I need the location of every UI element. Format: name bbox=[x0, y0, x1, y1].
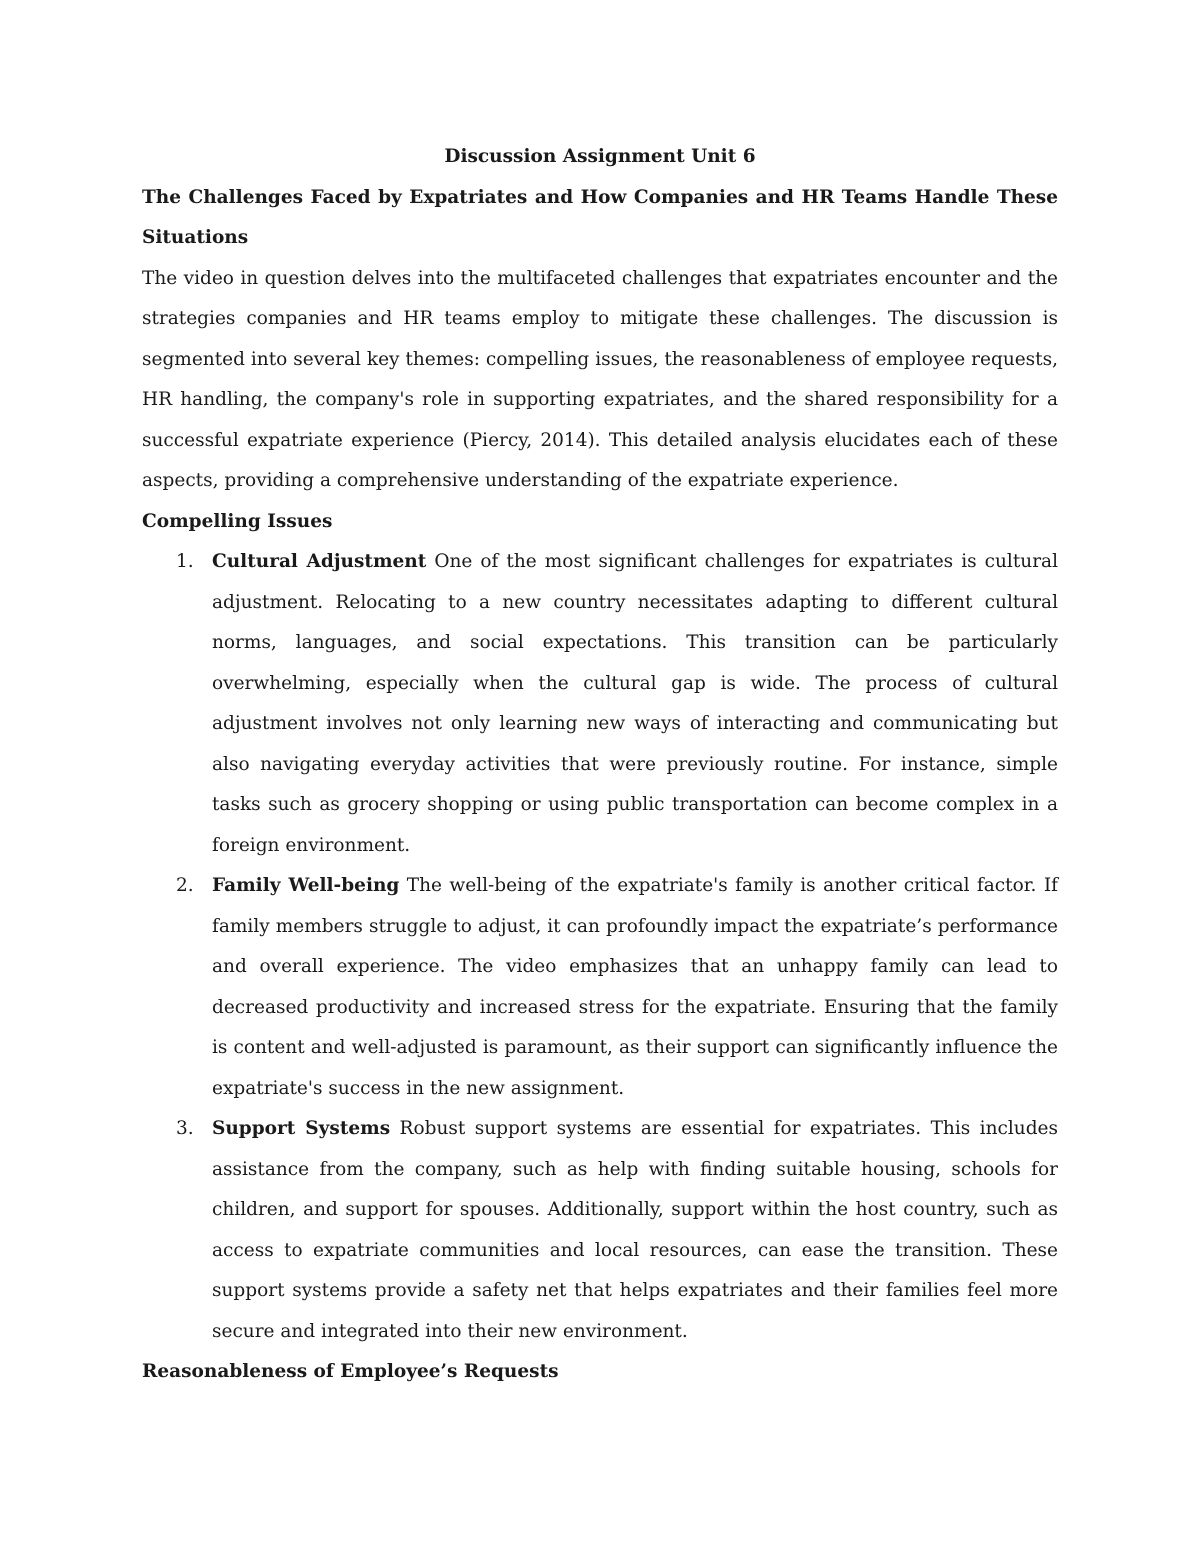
document-body bbox=[142, 137, 1058, 1393]
list-item-title: Cultural Adjustment bbox=[212, 551, 427, 572]
list-item-number: 1. bbox=[176, 551, 194, 572]
list-item-title: Family Well-being bbox=[212, 875, 400, 896]
list-item-title: Support Systems bbox=[212, 1118, 391, 1139]
list-item-number: 2. bbox=[176, 875, 194, 896]
compelling-issues-list bbox=[142, 542, 1058, 1352]
document-subtitle: The Challenges Faced by Expatriates and How Companies and HR Teams Handle These Situations bbox=[142, 186, 1058, 248]
list-item bbox=[142, 542, 1058, 866]
section-heading-reasonableness: Reasonableness of Employee’s Requests bbox=[142, 1361, 559, 1382]
list-item-text: Robust support systems are essential for expatriates. This includes assistance from the company, such as help with finding suitable housing, schools for children, and support for spouses. Additionally, support within the host country, such as access to expatriate communities and local resources, can ease the transition. These support systems provide a safety net that helps expatriates and their families feel more secure and integrated into their new environment. bbox=[212, 1118, 1058, 1342]
list-item bbox=[142, 866, 1058, 1109]
list-item-text: One of the most significant challenges for expatriates is cultural adjustment. Relocating to a new country necessitates adapting to different cultural norms, languages, and social expectations. This transition can be particularly overwhelming, especially when the cultural gap is wide. The process of cultural adjustment involves not only learning new ways of interacting and communicating but also navigating everyday activities that were previously routine. For instance, simple tasks such as grocery shopping or using public transportation can become complex in a foreign environment. bbox=[212, 551, 1058, 856]
section-heading-compelling-issues: Compelling Issues bbox=[142, 510, 333, 532]
list-item-number: 3. bbox=[176, 1118, 194, 1139]
intro-paragraph: The video in question delves into the multifaceted challenges that expatriates encounter and the strategies companies and HR teams employ to mitigate these challenges. The discussion is segmented into several key themes: compelling issues, the reasonableness of employee requests, HR handling, the company's role in supporting expatriates, and the shared responsibility for a successful expatriate experience (Piercy, 2014). This detailed analysis elucidates each of these aspects, providing a comprehensive understanding of the expatriate experience. bbox=[142, 267, 1058, 491]
list-item bbox=[142, 1109, 1058, 1352]
document-title: Discussion Assignment Unit 6 bbox=[444, 146, 756, 167]
list-item-text: The well-being of the expatriate's family is another critical factor. If family members struggle to adjust, it can profoundly impact the expatriate’s performance and overall experience. The video emphasizes that an unhappy family can lead to decreased productivity and increased stress for the expatriate. Ensuring that the family is content and well-adjusted is paramount, as their support can significantly influence the expatriate's success in the new assignment. bbox=[212, 875, 1059, 1099]
